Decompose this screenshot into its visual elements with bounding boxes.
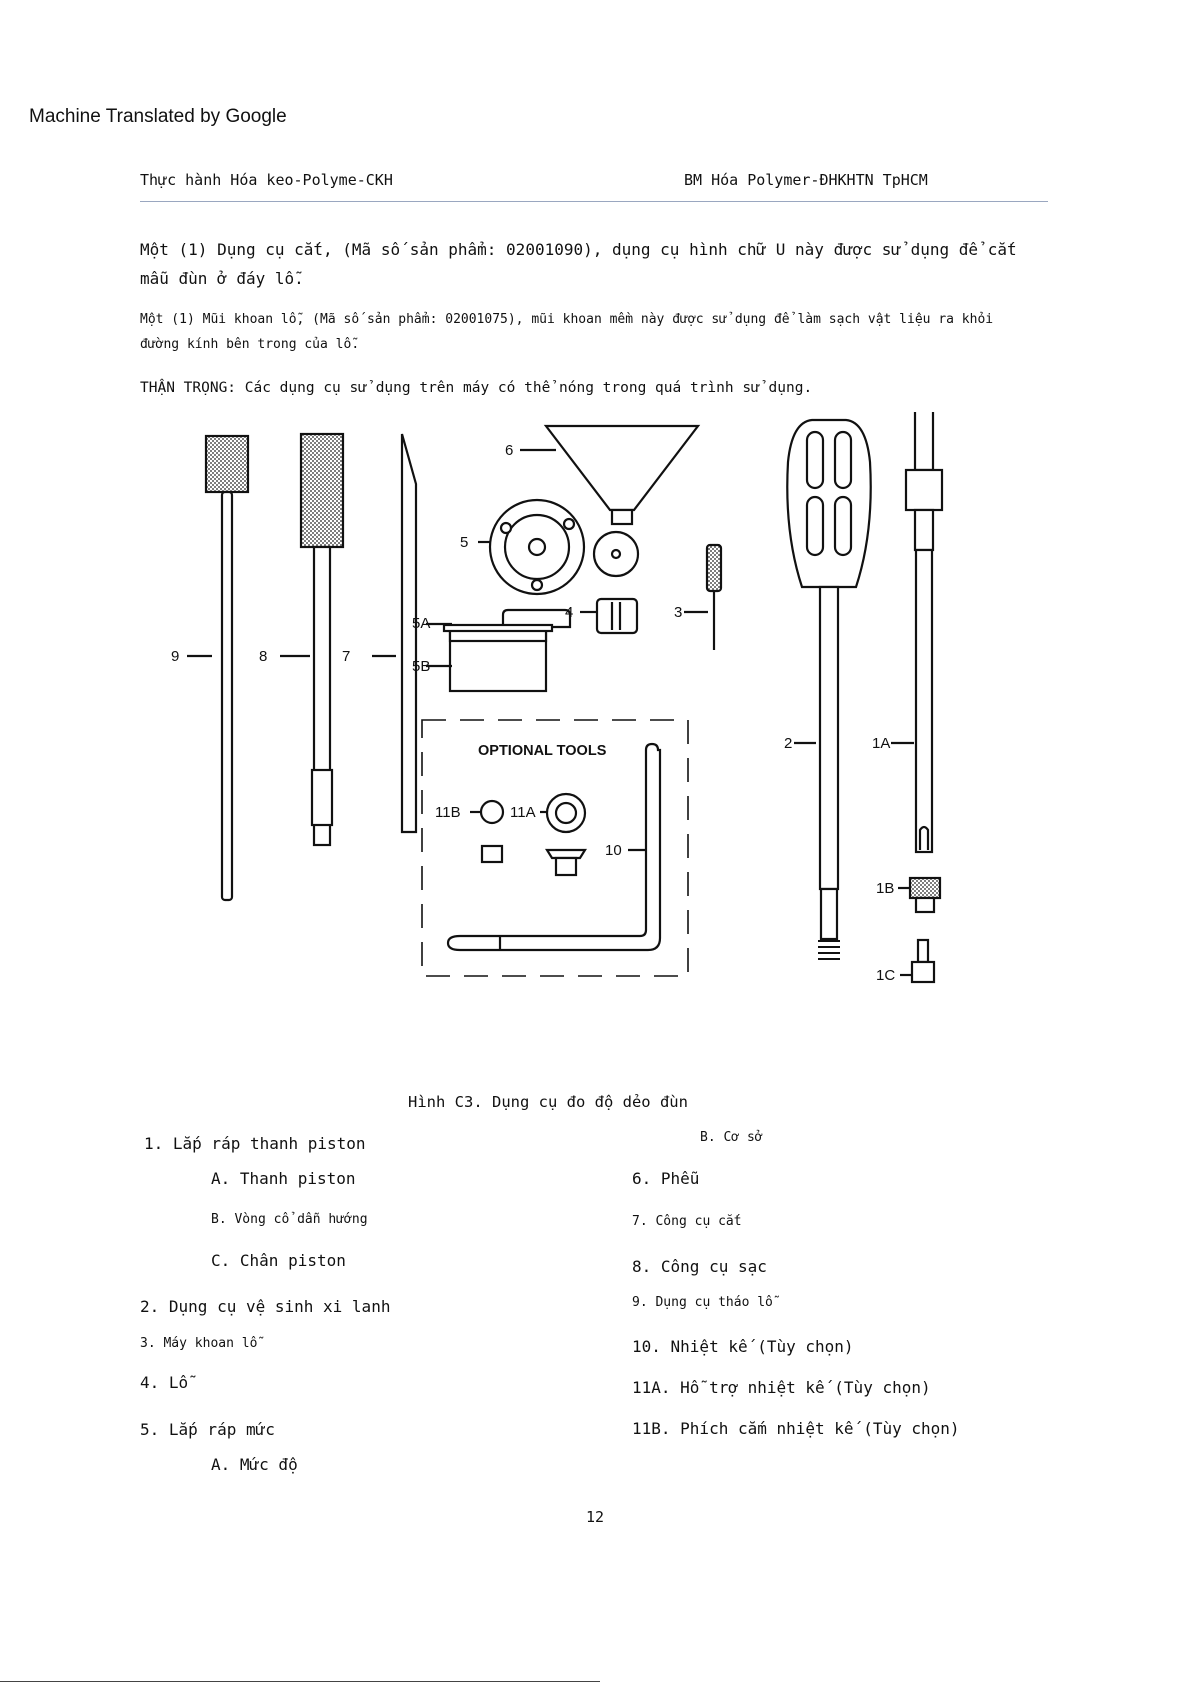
- paragraph-drill-line1: Một (1) Mũi khoan lỗ, (Mã số sản phẩm: 02001075), mũi khoan mềm này được sử dụng để làm sạch vật liệu ra khỏi: [140, 312, 994, 327]
- tool-5-level-assembly: [478, 500, 584, 594]
- machine-translation-banner: Machine Translated by Google: [29, 106, 287, 127]
- tool-8-charging-tool: [280, 434, 343, 845]
- tool-5a-5b-level-base: [426, 610, 570, 691]
- figure-caption: Hình C3. Dụng cụ đo độ dẻo đùn: [408, 1093, 688, 1111]
- bottom-divider: [0, 1681, 600, 1682]
- paragraph-cutter-line2: mẫu đùn ở đáy lỗ.: [140, 269, 304, 288]
- legend-item-1: 1. Lắp ráp thanh piston: [144, 1134, 366, 1153]
- legend-item-2: 2. Dụng cụ vệ sinh xi lanh: [140, 1297, 391, 1316]
- label-11b: 11B: [435, 804, 461, 821]
- legend-item-10: 10. Nhiệt kế (Tùy chọn): [632, 1337, 854, 1356]
- legend-item-5: 5. Lắp ráp mức: [140, 1420, 275, 1439]
- optional-tools-title: OPTIONAL TOOLS: [478, 743, 607, 759]
- tool-3-orifice-drill: [684, 545, 721, 650]
- label-3: 3: [674, 604, 683, 621]
- label-1b: 1B: [876, 880, 895, 897]
- legend-item-5a: A. Mức độ: [211, 1455, 298, 1474]
- label-5b: 5B: [412, 658, 431, 675]
- legend-item-1b: B. Vòng cổ dẫn hướng: [211, 1212, 368, 1227]
- tool-1a-piston-rod: [891, 412, 942, 852]
- tool-11b-thermometer-plug: [470, 801, 503, 862]
- tool-4-orifice: [580, 532, 638, 633]
- header-rule: [140, 201, 1048, 202]
- label-5a: 5A: [412, 615, 431, 632]
- legend-item-8: 8. Công cụ sạc: [632, 1257, 767, 1276]
- legend-item-4: 4. Lỗ: [140, 1373, 189, 1392]
- label-4: 4: [565, 604, 574, 621]
- label-1c: 1C: [876, 967, 896, 984]
- paragraph-cutter-line1: Một (1) Dụng cụ cắt, (Mã số sản phẩm: 02001090), dụng cụ hình chữ U này được sử dụng để cắt: [140, 240, 1017, 259]
- paragraph-drill-line2: đường kính bên trong của lỗ.: [140, 337, 360, 352]
- legend-item-1c: C. Chân piston: [211, 1251, 346, 1270]
- page-number: 12: [586, 1508, 605, 1526]
- label-2: 2: [784, 735, 793, 752]
- tool-11a-thermometer-support: [540, 794, 585, 875]
- legend-item-3: 3. Máy khoan lỗ: [140, 1336, 258, 1351]
- label-10: 10: [605, 842, 622, 859]
- caution-note: THẬN TRỌNG: Các dụng cụ sử dụng trên máy có thể nóng trong quá trình sử dụng.: [140, 380, 813, 396]
- tool-10-thermometer: [448, 744, 660, 950]
- tool-9-orifice-remover: [187, 436, 248, 900]
- legend-item-9: 9. Dụng cụ tháo lỗ: [632, 1295, 773, 1310]
- label-11a: 11A: [510, 804, 536, 821]
- legend-item-11b: 11B. Phích cắm nhiệt kế (Tùy chọn): [632, 1419, 960, 1438]
- legend-item-5b: B. Cơ sở: [700, 1130, 763, 1145]
- header-right: BM Hóa Polymer-ĐHKHTN TpHCM: [684, 171, 928, 189]
- tool-1b-guide-collar: [898, 878, 940, 912]
- legend-item-11a: 11A. Hỗ trợ nhiệt kế (Tùy chọn): [632, 1378, 931, 1397]
- legend-item-6: 6. Phễu: [632, 1169, 700, 1188]
- header-left: Thực hành Hóa keo-Polyme-CKH: [140, 171, 393, 189]
- label-1a: 1A: [872, 735, 891, 752]
- label-9: 9: [171, 648, 180, 665]
- label-8: 8: [259, 648, 268, 665]
- tool-2-cylinder-cleaning-tool: [787, 420, 870, 959]
- tools-figure: [160, 412, 1060, 1072]
- tool-1c-piston-foot: [900, 940, 934, 982]
- label-7: 7: [342, 648, 351, 665]
- label-5: 5: [460, 534, 469, 551]
- legend-item-7: 7. Công cụ cắt: [632, 1214, 742, 1229]
- tool-7-cutting-tool: [372, 434, 416, 832]
- label-6: 6: [505, 442, 514, 459]
- legend-item-1a: A. Thanh piston: [211, 1169, 356, 1188]
